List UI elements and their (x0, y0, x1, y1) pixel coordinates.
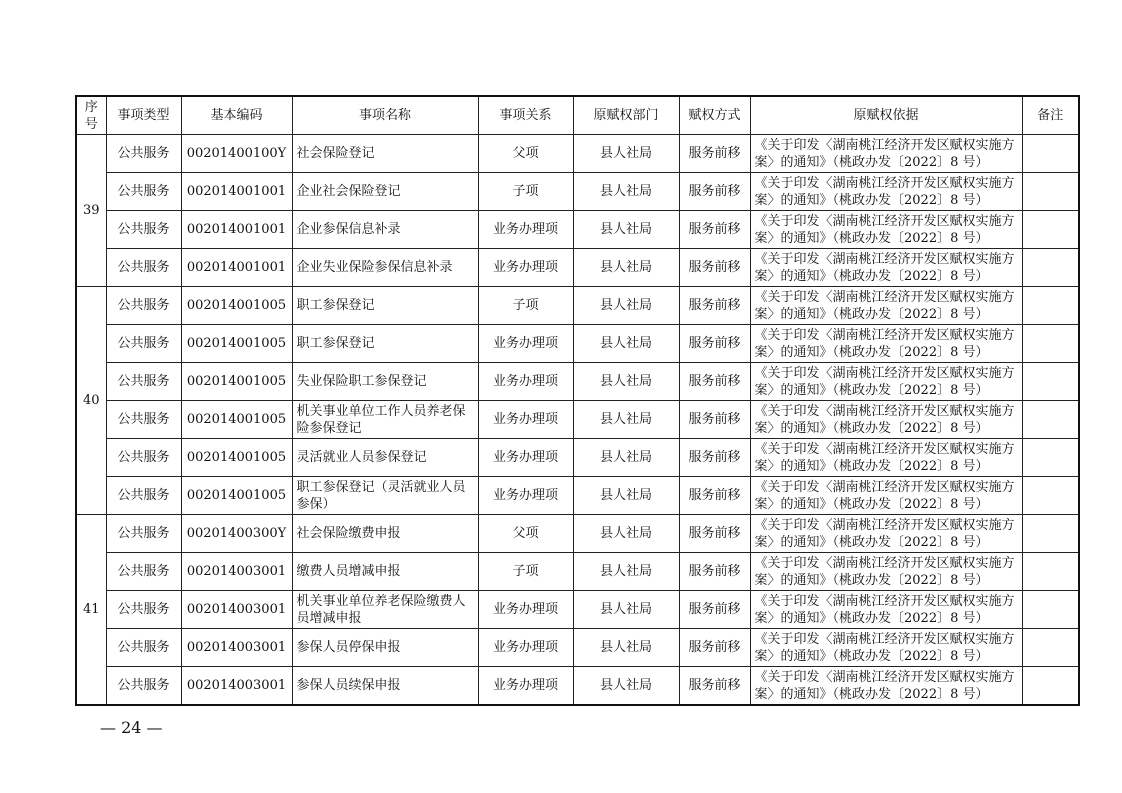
group-index: 41 (76, 515, 106, 706)
cell-name: 社会保险登记 (292, 135, 478, 173)
cell-code: 00201400100Y (181, 135, 292, 173)
cell-dept: 县人社局 (573, 477, 679, 515)
cell-relation: 业务办理项 (478, 477, 573, 515)
cell-code: 002014001005 (181, 325, 292, 363)
cell-method: 服务前移 (679, 211, 750, 249)
cell-note (1022, 325, 1079, 363)
cell-relation: 子项 (478, 287, 573, 325)
table-row (76, 401, 1079, 439)
cell-type: 公共服务 (106, 477, 181, 515)
cell-relation: 业务办理项 (478, 629, 573, 667)
table-row (76, 667, 1079, 706)
table-row (76, 325, 1079, 363)
cell-note (1022, 439, 1079, 477)
cell-name: 职工参保登记 (292, 325, 478, 363)
table-header-row (76, 96, 1079, 135)
table-row (76, 629, 1079, 667)
header-name: 事项名称 (292, 96, 478, 135)
cell-basis: 《关于印发〈湖南桃江经济开发区赋权实施方案〉的通知》（桃政办发〔2022〕8 号） (750, 629, 1022, 667)
cell-relation: 业务办理项 (478, 591, 573, 629)
table-row (76, 135, 1079, 173)
cell-dept: 县人社局 (573, 591, 679, 629)
table-row (76, 173, 1079, 211)
header-dept: 原赋权部门 (573, 96, 679, 135)
cell-basis: 《关于印发〈湖南桃江经济开发区赋权实施方案〉的通知》（桃政办发〔2022〕8 号） (750, 249, 1022, 287)
cell-dept: 县人社局 (573, 249, 679, 287)
header-note: 备注 (1022, 96, 1079, 135)
header-relation: 事项关系 (478, 96, 573, 135)
cell-basis: 《关于印发〈湖南桃江经济开发区赋权实施方案〉的通知》（桃政办发〔2022〕8 号） (750, 439, 1022, 477)
cell-basis: 《关于印发〈湖南桃江经济开发区赋权实施方案〉的通知》（桃政办发〔2022〕8 号） (750, 591, 1022, 629)
cell-note (1022, 287, 1079, 325)
cell-code: 00201400300Y (181, 515, 292, 553)
table-row (76, 363, 1079, 401)
cell-name: 职工参保登记 (292, 287, 478, 325)
cell-method: 服务前移 (679, 287, 750, 325)
cell-dept: 县人社局 (573, 135, 679, 173)
cell-relation: 子项 (478, 173, 573, 211)
cell-code: 002014001005 (181, 363, 292, 401)
cell-code: 002014003001 (181, 629, 292, 667)
cell-note (1022, 135, 1079, 173)
cell-type: 公共服务 (106, 325, 181, 363)
cell-basis: 《关于印发〈湖南桃江经济开发区赋权实施方案〉的通知》（桃政办发〔2022〕8 号） (750, 287, 1022, 325)
cell-name: 职工参保登记（灵活就业人员参保） (292, 477, 478, 515)
table-row (76, 249, 1079, 287)
cell-method: 服务前移 (679, 629, 750, 667)
cell-method: 服务前移 (679, 515, 750, 553)
cell-dept: 县人社局 (573, 211, 679, 249)
cell-relation: 父项 (478, 135, 573, 173)
cell-name: 缴费人员增减申报 (292, 553, 478, 591)
cell-relation: 子项 (478, 553, 573, 591)
group-index: 39 (76, 135, 106, 287)
cell-relation: 业务办理项 (478, 363, 573, 401)
cell-name: 机关事业单位工作人员养老保险参保登记 (292, 401, 478, 439)
cell-method: 服务前移 (679, 135, 750, 173)
cell-note (1022, 211, 1079, 249)
cell-note (1022, 477, 1079, 515)
cell-dept: 县人社局 (573, 401, 679, 439)
cell-relation: 业务办理项 (478, 439, 573, 477)
cell-note (1022, 173, 1079, 211)
cell-method: 服务前移 (679, 249, 750, 287)
cell-note (1022, 591, 1079, 629)
cell-name: 灵活就业人员参保登记 (292, 439, 478, 477)
cell-name: 企业参保信息补录 (292, 211, 478, 249)
cell-dept: 县人社局 (573, 629, 679, 667)
cell-method: 服务前移 (679, 401, 750, 439)
cell-note (1022, 553, 1079, 591)
cell-dept: 县人社局 (573, 325, 679, 363)
page-number: — 24 — (100, 718, 163, 737)
cell-dept: 县人社局 (573, 363, 679, 401)
cell-method: 服务前移 (679, 591, 750, 629)
cell-note (1022, 401, 1079, 439)
group-index: 40 (76, 287, 106, 515)
cell-method: 服务前移 (679, 173, 750, 211)
cell-method: 服务前移 (679, 325, 750, 363)
table-row (76, 515, 1079, 553)
cell-note (1022, 249, 1079, 287)
header-seq: 序号 (76, 96, 106, 135)
cell-code: 002014003001 (181, 553, 292, 591)
cell-code: 002014001001 (181, 249, 292, 287)
cell-basis: 《关于印发〈湖南桃江经济开发区赋权实施方案〉的通知》（桃政办发〔2022〕8 号） (750, 477, 1022, 515)
cell-code: 002014001005 (181, 401, 292, 439)
header-code: 基本编码 (181, 96, 292, 135)
table-body (76, 135, 1079, 706)
cell-note (1022, 629, 1079, 667)
cell-basis: 《关于印发〈湖南桃江经济开发区赋权实施方案〉的通知》（桃政办发〔2022〕8 号） (750, 135, 1022, 173)
header-type: 事项类型 (106, 96, 181, 135)
cell-basis: 《关于印发〈湖南桃江经济开发区赋权实施方案〉的通知》（桃政办发〔2022〕8 号） (750, 211, 1022, 249)
cell-name: 机关事业单位养老保险缴费人员增减申报 (292, 591, 478, 629)
cell-method: 服务前移 (679, 667, 750, 706)
cell-code: 002014001001 (181, 173, 292, 211)
cell-relation: 业务办理项 (478, 325, 573, 363)
cell-type: 公共服务 (106, 287, 181, 325)
table-row (76, 591, 1079, 629)
table-row (76, 477, 1079, 515)
cell-dept: 县人社局 (573, 515, 679, 553)
cell-code: 002014003001 (181, 667, 292, 706)
table-row (76, 211, 1079, 249)
cell-dept: 县人社局 (573, 439, 679, 477)
cell-method: 服务前移 (679, 363, 750, 401)
cell-type: 公共服务 (106, 591, 181, 629)
table-row (76, 553, 1079, 591)
cell-basis: 《关于印发〈湖南桃江经济开发区赋权实施方案〉的通知》（桃政办发〔2022〕8 号） (750, 667, 1022, 706)
cell-method: 服务前移 (679, 553, 750, 591)
header-method: 赋权方式 (679, 96, 750, 135)
cell-dept: 县人社局 (573, 173, 679, 211)
cell-name: 企业失业保险参保信息补录 (292, 249, 478, 287)
header-basis: 原赋权依据 (750, 96, 1022, 135)
cell-method: 服务前移 (679, 477, 750, 515)
table-row (76, 287, 1079, 325)
cell-type: 公共服务 (106, 515, 181, 553)
cell-basis: 《关于印发〈湖南桃江经济开发区赋权实施方案〉的通知》（桃政办发〔2022〕8 号） (750, 553, 1022, 591)
cell-name: 参保人员续保申报 (292, 667, 478, 706)
cell-dept: 县人社局 (573, 553, 679, 591)
cell-note (1022, 667, 1079, 706)
table-row (76, 439, 1079, 477)
cell-dept: 县人社局 (573, 287, 679, 325)
cell-type: 公共服务 (106, 439, 181, 477)
cell-code: 002014003001 (181, 591, 292, 629)
cell-basis: 《关于印发〈湖南桃江经济开发区赋权实施方案〉的通知》（桃政办发〔2022〕8 号） (750, 515, 1022, 553)
cell-name: 失业保险职工参保登记 (292, 363, 478, 401)
cell-relation: 父项 (478, 515, 573, 553)
cell-relation: 业务办理项 (478, 211, 573, 249)
cell-basis: 《关于印发〈湖南桃江经济开发区赋权实施方案〉的通知》（桃政办发〔2022〕8 号） (750, 173, 1022, 211)
cell-name: 参保人员停保申报 (292, 629, 478, 667)
cell-type: 公共服务 (106, 173, 181, 211)
cell-type: 公共服务 (106, 135, 181, 173)
cell-basis: 《关于印发〈湖南桃江经济开发区赋权实施方案〉的通知》（桃政办发〔2022〕8 号） (750, 325, 1022, 363)
cell-type: 公共服务 (106, 667, 181, 706)
cell-relation: 业务办理项 (478, 401, 573, 439)
cell-name: 企业社会保险登记 (292, 173, 478, 211)
cell-basis: 《关于印发〈湖南桃江经济开发区赋权实施方案〉的通知》（桃政办发〔2022〕8 号） (750, 401, 1022, 439)
cell-type: 公共服务 (106, 363, 181, 401)
cell-code: 002014001005 (181, 287, 292, 325)
cell-code: 002014001001 (181, 211, 292, 249)
cell-type: 公共服务 (106, 211, 181, 249)
cell-type: 公共服务 (106, 401, 181, 439)
cell-type: 公共服务 (106, 553, 181, 591)
cell-type: 公共服务 (106, 249, 181, 287)
cell-code: 002014001005 (181, 439, 292, 477)
rights-table (75, 95, 1080, 706)
cell-basis: 《关于印发〈湖南桃江经济开发区赋权实施方案〉的通知》（桃政办发〔2022〕8 号） (750, 363, 1022, 401)
cell-dept: 县人社局 (573, 667, 679, 706)
cell-type: 公共服务 (106, 629, 181, 667)
cell-relation: 业务办理项 (478, 667, 573, 706)
cell-code: 002014001005 (181, 477, 292, 515)
cell-name: 社会保险缴费申报 (292, 515, 478, 553)
cell-note (1022, 515, 1079, 553)
cell-method: 服务前移 (679, 439, 750, 477)
cell-relation: 业务办理项 (478, 249, 573, 287)
cell-note (1022, 363, 1079, 401)
